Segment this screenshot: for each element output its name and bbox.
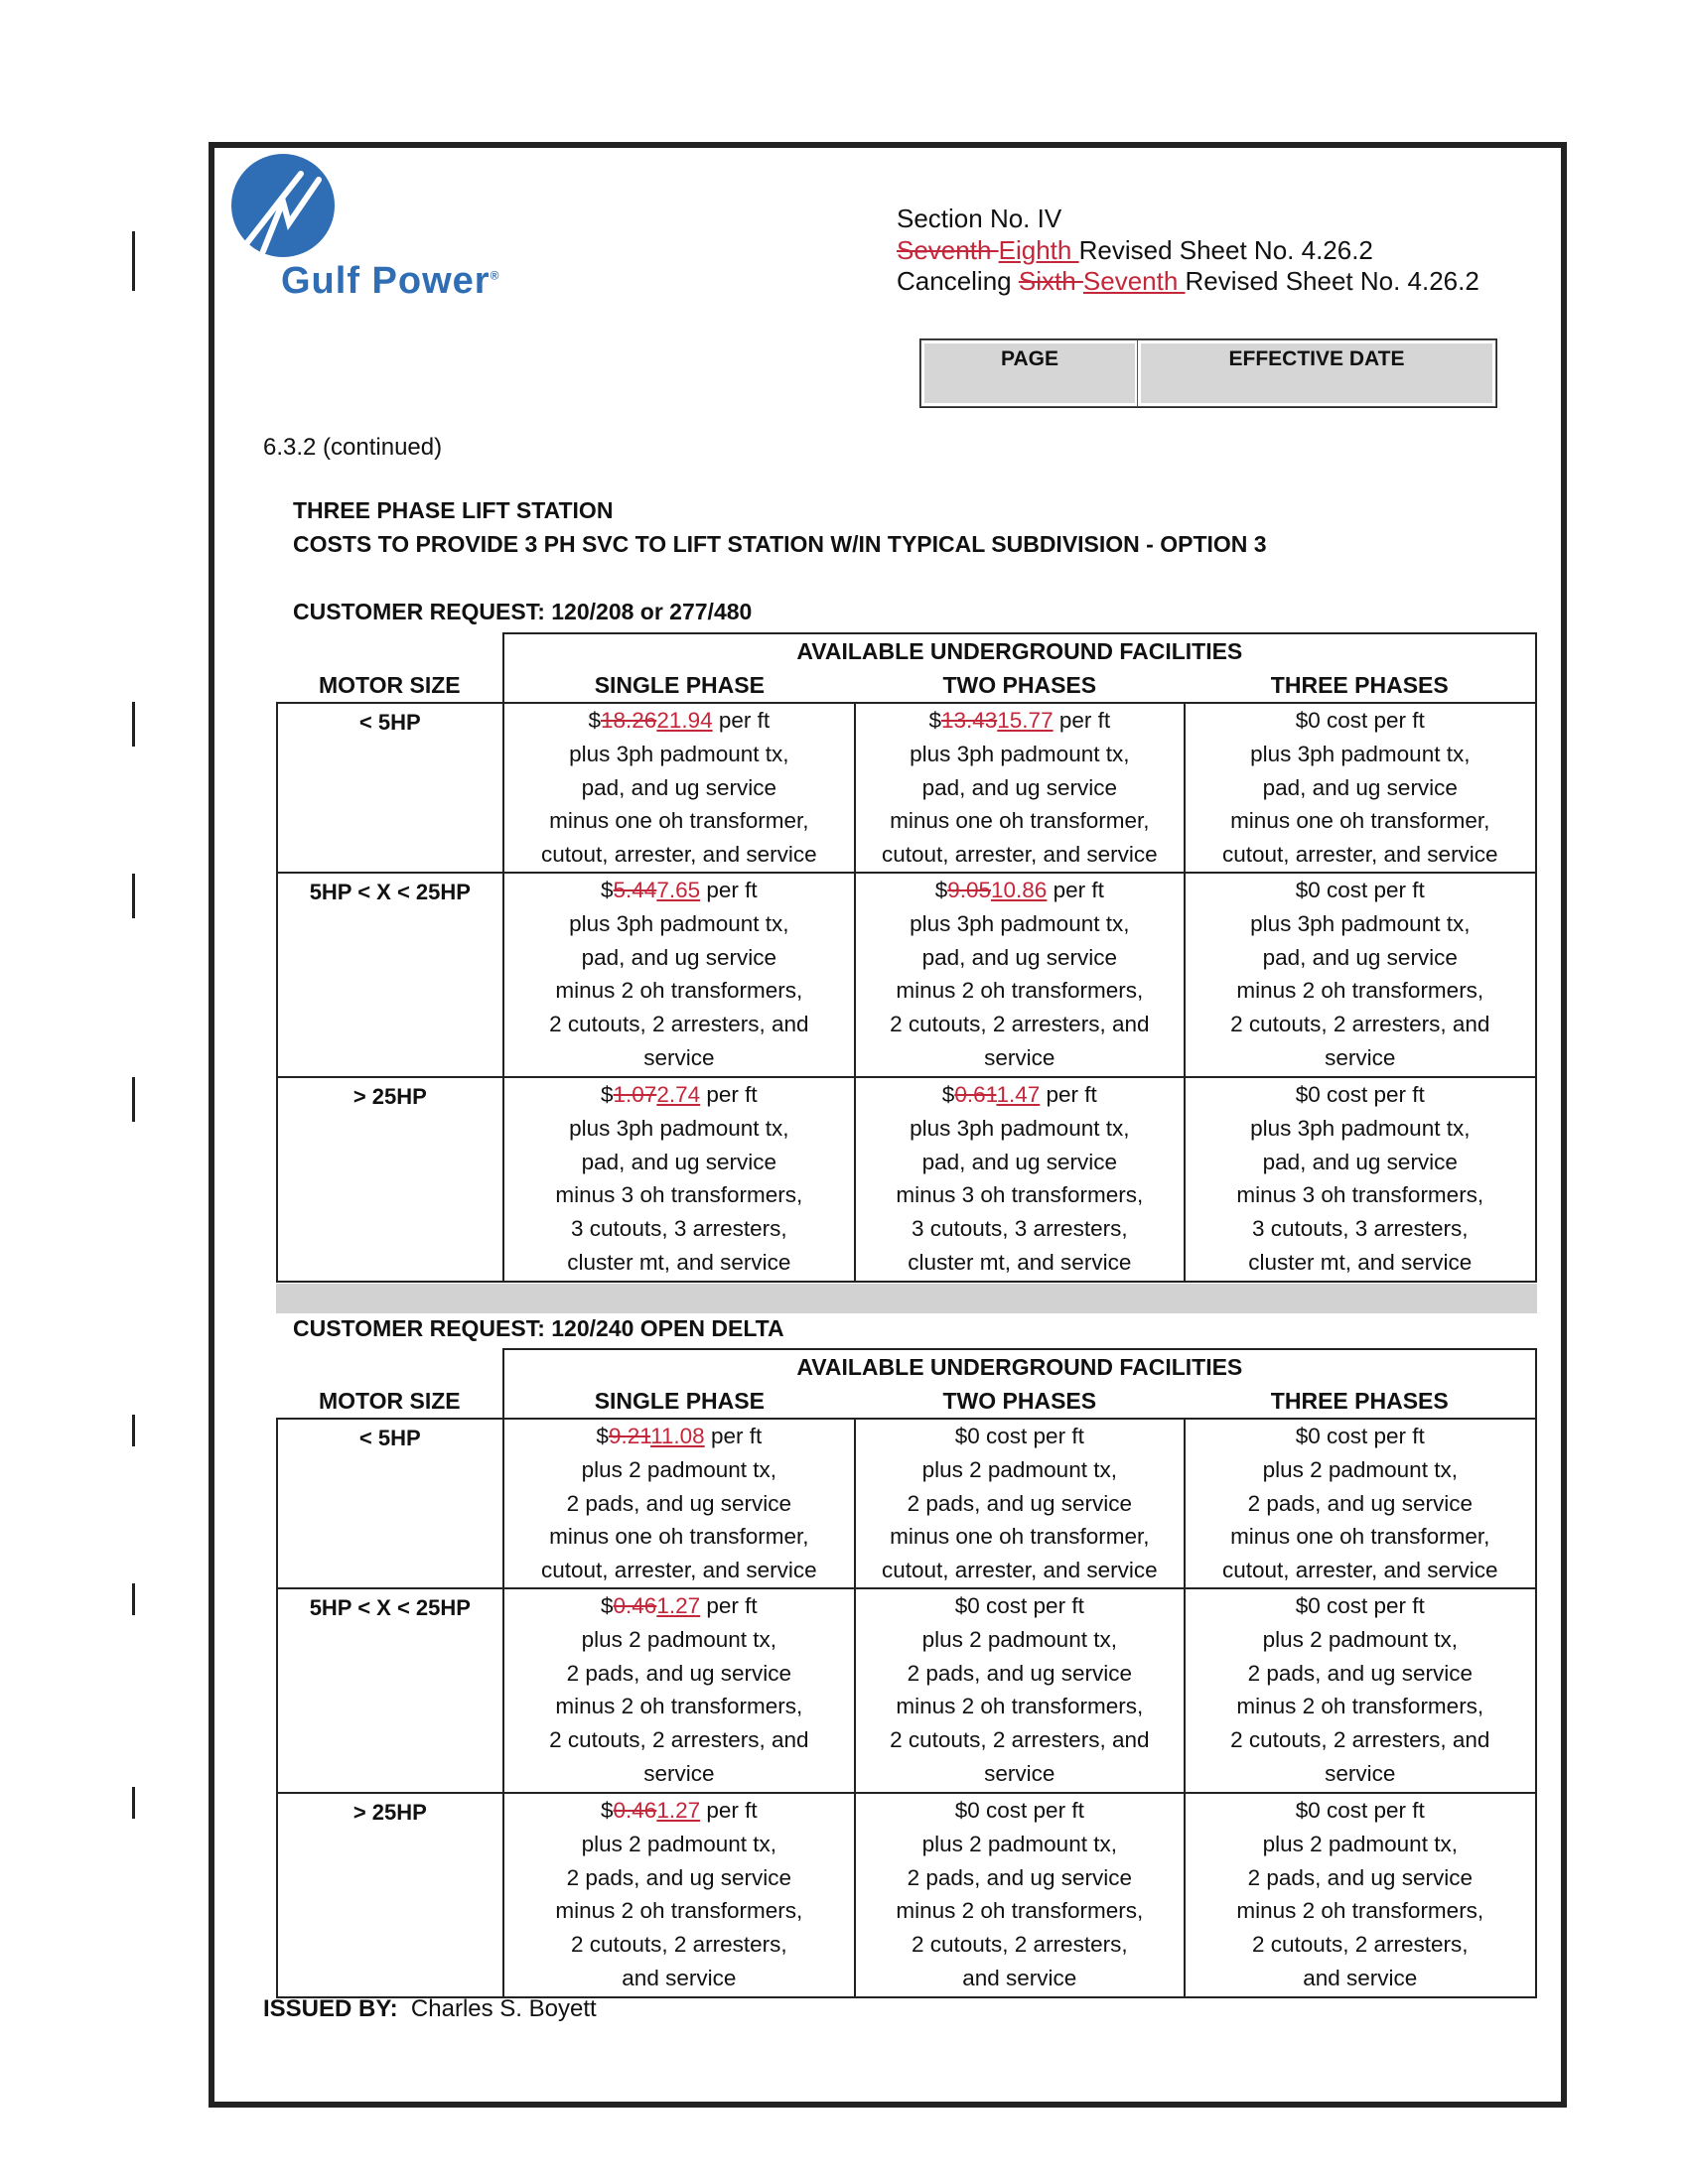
cost-line: $0 cost per ft: [954, 1424, 1084, 1448]
detail-line: pad, and ug service: [1262, 1149, 1458, 1174]
cost-line: $0.461.27 per ft: [601, 1797, 758, 1823]
cost-cell: [855, 873, 1184, 1077]
cost-cell: [1185, 873, 1536, 1077]
motor-size-cell: < 5HP: [277, 703, 503, 873]
detail-line: minus one oh transformer,: [1230, 808, 1490, 834]
cost-line: $5.447.65 per ft: [601, 877, 758, 902]
detail-line: minus 2 oh transformers,: [896, 1694, 1144, 1719]
revision-mark: [132, 1077, 135, 1122]
cost-line: $0 cost per ft: [954, 1592, 1084, 1618]
detail-line: plus 3ph padmount tx,: [1250, 1115, 1471, 1141]
detail-line: 2 cutouts, 2 arresters, and: [890, 1012, 1150, 1037]
column-header: TWO PHASES: [855, 1384, 1184, 1419]
detail-line: plus 3ph padmount tx,: [569, 741, 789, 766]
detail-line: 2 pads, and ug service: [1247, 1490, 1473, 1516]
cost-cell: [855, 703, 1184, 873]
detail-line: 2 pads, and ug service: [566, 1864, 792, 1890]
detail-line: plus 2 padmount tx,: [581, 1456, 777, 1482]
detail-line: plus 2 padmount tx,: [581, 1626, 777, 1652]
issued-by: ISSUED BY: Charles S. Boyett: [263, 1995, 597, 2022]
detail-line: 2 pads, and ug service: [907, 1660, 1132, 1686]
cost-table-1: [276, 632, 1537, 1283]
detail-line: 2 cutouts, 2 arresters, and: [549, 1012, 809, 1037]
detail-line: 2 pads, and ug service: [566, 1490, 792, 1516]
detail-line: minus 2 oh transformers,: [1236, 1694, 1484, 1719]
detail-line: service: [643, 1044, 715, 1070]
detail-line: pad, and ug service: [921, 944, 1117, 970]
cost-line: $13.4315.77 per ft: [928, 708, 1111, 733]
detail-line: pad, and ug service: [1262, 774, 1458, 800]
revision-mark: [132, 1787, 135, 1819]
logo-wordmark: Gulf Power®: [281, 260, 500, 302]
motor-size-cell: > 25HP: [277, 1077, 503, 1282]
detail-line: cutout, arrester, and service: [541, 1558, 817, 1583]
cost-cell: [855, 1793, 1184, 1997]
revised-sheet-line: Seventh Eighth Revised Sheet No. 4.26.2: [897, 235, 1373, 265]
detail-line: 2 cutouts, 2 arresters,: [571, 1932, 787, 1958]
facilities-header: AVAILABLE UNDERGROUND FACILITIES: [503, 1349, 1536, 1384]
detail-line: service: [643, 1760, 715, 1786]
detail-line: 2 pads, and ug service: [1247, 1660, 1473, 1686]
detail-line: minus 3 oh transformers,: [1236, 1182, 1484, 1208]
cost-line: $1.072.74 per ft: [601, 1081, 758, 1107]
detail-line: and service: [622, 1965, 737, 1990]
detail-line: minus 2 oh transformers,: [555, 1898, 803, 1924]
column-header: THREE PHASES: [1185, 668, 1536, 703]
cost-line: $9.2111.08 per ft: [596, 1424, 763, 1448]
detail-line: cluster mt, and service: [567, 1249, 791, 1275]
cost-cell: [503, 1793, 855, 1997]
detail-line: minus 2 oh transformers,: [896, 1898, 1144, 1924]
detail-line: pad, and ug service: [921, 1149, 1117, 1174]
detail-line: plus 3ph padmount tx,: [910, 741, 1130, 766]
cost-cell: [1185, 1588, 1536, 1793]
column-header: TWO PHASES: [855, 668, 1184, 703]
detail-line: cluster mt, and service: [1248, 1249, 1473, 1275]
cost-line: $9.0510.86 per ft: [934, 877, 1104, 902]
detail-line: 3 cutouts, 3 arresters,: [911, 1216, 1128, 1242]
detail-line: minus one oh transformer,: [1230, 1524, 1490, 1550]
cost-cell: [1185, 1793, 1536, 1997]
page-effective-date-box: [919, 339, 1497, 408]
detail-line: 2 cutouts, 2 arresters, and: [1230, 1727, 1490, 1753]
detail-line: minus 2 oh transformers,: [1236, 1898, 1484, 1924]
effective-date-label: EFFECTIVE DATE: [1138, 341, 1495, 406]
title-line-1: THREE PHASE LIFT STATION: [293, 497, 614, 523]
detail-line: 3 cutouts, 3 arresters,: [1251, 1216, 1469, 1242]
detail-line: and service: [1303, 1965, 1418, 1990]
motor-size-cell: > 25HP: [277, 1793, 503, 1997]
column-header: SINGLE PHASE: [503, 668, 855, 703]
cost-line: $0.611.47 per ft: [941, 1081, 1097, 1107]
detail-line: minus one oh transformer,: [549, 808, 809, 834]
cost-line: $0.461.27 per ft: [601, 1592, 758, 1618]
cost-cell: [503, 1588, 855, 1793]
detail-line: plus 3ph padmount tx,: [1250, 910, 1471, 936]
detail-line: 2 cutouts, 2 arresters, and: [549, 1727, 809, 1753]
cost-cell: [503, 1077, 855, 1282]
detail-line: 3 cutouts, 3 arresters,: [571, 1216, 787, 1242]
continued-label: 6.3.2 (continued): [263, 434, 443, 461]
cost-line: $0 cost per ft: [954, 1797, 1084, 1823]
detail-line: minus one oh transformer,: [890, 1524, 1150, 1550]
column-header: THREE PHASES: [1185, 1384, 1536, 1419]
detail-line: plus 2 padmount tx,: [1262, 1831, 1458, 1856]
detail-line: minus one oh transformer,: [890, 808, 1150, 834]
detail-line: pad, and ug service: [581, 774, 777, 800]
detail-line: pad, and ug service: [581, 944, 777, 970]
detail-line: minus 2 oh transformers,: [1236, 978, 1484, 1004]
detail-line: minus 3 oh transformers,: [896, 1182, 1144, 1208]
detail-line: service: [1325, 1044, 1396, 1070]
cost-cell: [503, 703, 855, 873]
facilities-header: AVAILABLE UNDERGROUND FACILITIES: [503, 633, 1536, 668]
cost-cell: [503, 1419, 855, 1588]
detail-line: 2 pads, and ug service: [907, 1490, 1132, 1516]
cost-cell: [1185, 1077, 1536, 1282]
separator-bar: [276, 1284, 1537, 1313]
detail-line: plus 2 padmount tx,: [581, 1831, 777, 1856]
detail-line: plus 2 padmount tx,: [921, 1831, 1117, 1856]
motor-size-header: MOTOR SIZE: [277, 668, 503, 703]
motor-size-header: MOTOR SIZE: [277, 1384, 503, 1419]
detail-line: plus 2 padmount tx,: [921, 1456, 1117, 1482]
detail-line: plus 2 padmount tx,: [921, 1626, 1117, 1652]
detail-line: plus 2 padmount tx,: [1262, 1456, 1458, 1482]
revision-mark: [132, 702, 135, 747]
detail-line: plus 3ph padmount tx,: [1250, 741, 1471, 766]
detail-line: cutout, arrester, and service: [881, 1558, 1158, 1583]
customer-request-1: CUSTOMER REQUEST: 120/208 or 277/480: [293, 599, 753, 624]
detail-line: 2 pads, and ug service: [1247, 1864, 1473, 1890]
detail-line: cutout, arrester, and service: [1221, 1558, 1498, 1583]
detail-line: minus one oh transformer,: [549, 1524, 809, 1550]
detail-line: 2 cutouts, 2 arresters, and: [1230, 1012, 1490, 1037]
canceling-sheet-line: Canceling Sixth Seventh Revised Sheet No. 4.26.2: [897, 266, 1479, 296]
cost-cell: [855, 1419, 1184, 1588]
detail-line: cutout, arrester, and service: [541, 842, 817, 868]
detail-line: 2 pads, and ug service: [566, 1660, 792, 1686]
detail-line: minus 2 oh transformers,: [896, 978, 1144, 1004]
detail-line: plus 2 padmount tx,: [1262, 1626, 1458, 1652]
column-header: SINGLE PHASE: [503, 1384, 855, 1419]
cost-cell: [1185, 1419, 1536, 1588]
motor-size-cell: 5HP < X < 25HP: [277, 873, 503, 1077]
detail-line: minus 3 oh transformers,: [555, 1182, 803, 1208]
cost-line: $0 cost per ft: [1295, 877, 1425, 902]
cost-line: $0 cost per ft: [1295, 1797, 1425, 1823]
cost-table-2: [276, 1348, 1537, 1998]
cost-cell: [503, 873, 855, 1077]
detail-line: plus 3ph padmount tx,: [569, 910, 789, 936]
detail-line: plus 3ph padmount tx,: [910, 910, 1130, 936]
revision-mark: [132, 1415, 135, 1446]
cost-line: $0 cost per ft: [1295, 1081, 1425, 1107]
customer-request-2: CUSTOMER REQUEST: 120/240 OPEN DELTA: [293, 1315, 784, 1341]
detail-line: service: [1325, 1760, 1396, 1786]
detail-line: 2 cutouts, 2 arresters,: [911, 1932, 1128, 1958]
revision-mark: [132, 874, 135, 918]
detail-line: minus 2 oh transformers,: [555, 978, 803, 1004]
detail-line: pad, and ug service: [921, 774, 1117, 800]
detail-line: cluster mt, and service: [908, 1249, 1132, 1275]
detail-line: service: [984, 1760, 1055, 1786]
detail-line: 2 pads, and ug service: [907, 1864, 1132, 1890]
revision-mark: [132, 231, 135, 291]
detail-line: service: [984, 1044, 1055, 1070]
detail-line: pad, and ug service: [581, 1149, 777, 1174]
cost-line: $0 cost per ft: [1295, 708, 1425, 733]
detail-line: 2 cutouts, 2 arresters, and: [890, 1727, 1150, 1753]
detail-line: plus 3ph padmount tx,: [910, 1115, 1130, 1141]
detail-line: cutout, arrester, and service: [1221, 842, 1498, 868]
detail-line: minus 2 oh transformers,: [555, 1694, 803, 1719]
cost-cell: [855, 1588, 1184, 1793]
cost-line: $18.2621.94 per ft: [588, 708, 771, 733]
title-line-2: COSTS TO PROVIDE 3 PH SVC TO LIFT STATION W/IN TYPICAL SUBDIVISION - OPTION 3: [293, 531, 1267, 557]
cost-line: $0 cost per ft: [1295, 1424, 1425, 1448]
cost-line: $0 cost per ft: [1295, 1592, 1425, 1618]
detail-line: plus 3ph padmount tx,: [569, 1115, 789, 1141]
detail-line: pad, and ug service: [1262, 944, 1458, 970]
motor-size-cell: 5HP < X < 25HP: [277, 1588, 503, 1793]
cost-cell: [1185, 703, 1536, 873]
cost-cell: [855, 1077, 1184, 1282]
motor-size-cell: < 5HP: [277, 1419, 503, 1588]
section-number: Section No. IV: [897, 204, 1062, 233]
page-label: PAGE: [921, 341, 1138, 406]
revision-mark: [132, 1583, 135, 1615]
detail-line: cutout, arrester, and service: [881, 842, 1158, 868]
detail-line: and service: [962, 1965, 1077, 1990]
detail-line: 2 cutouts, 2 arresters,: [1251, 1932, 1469, 1958]
